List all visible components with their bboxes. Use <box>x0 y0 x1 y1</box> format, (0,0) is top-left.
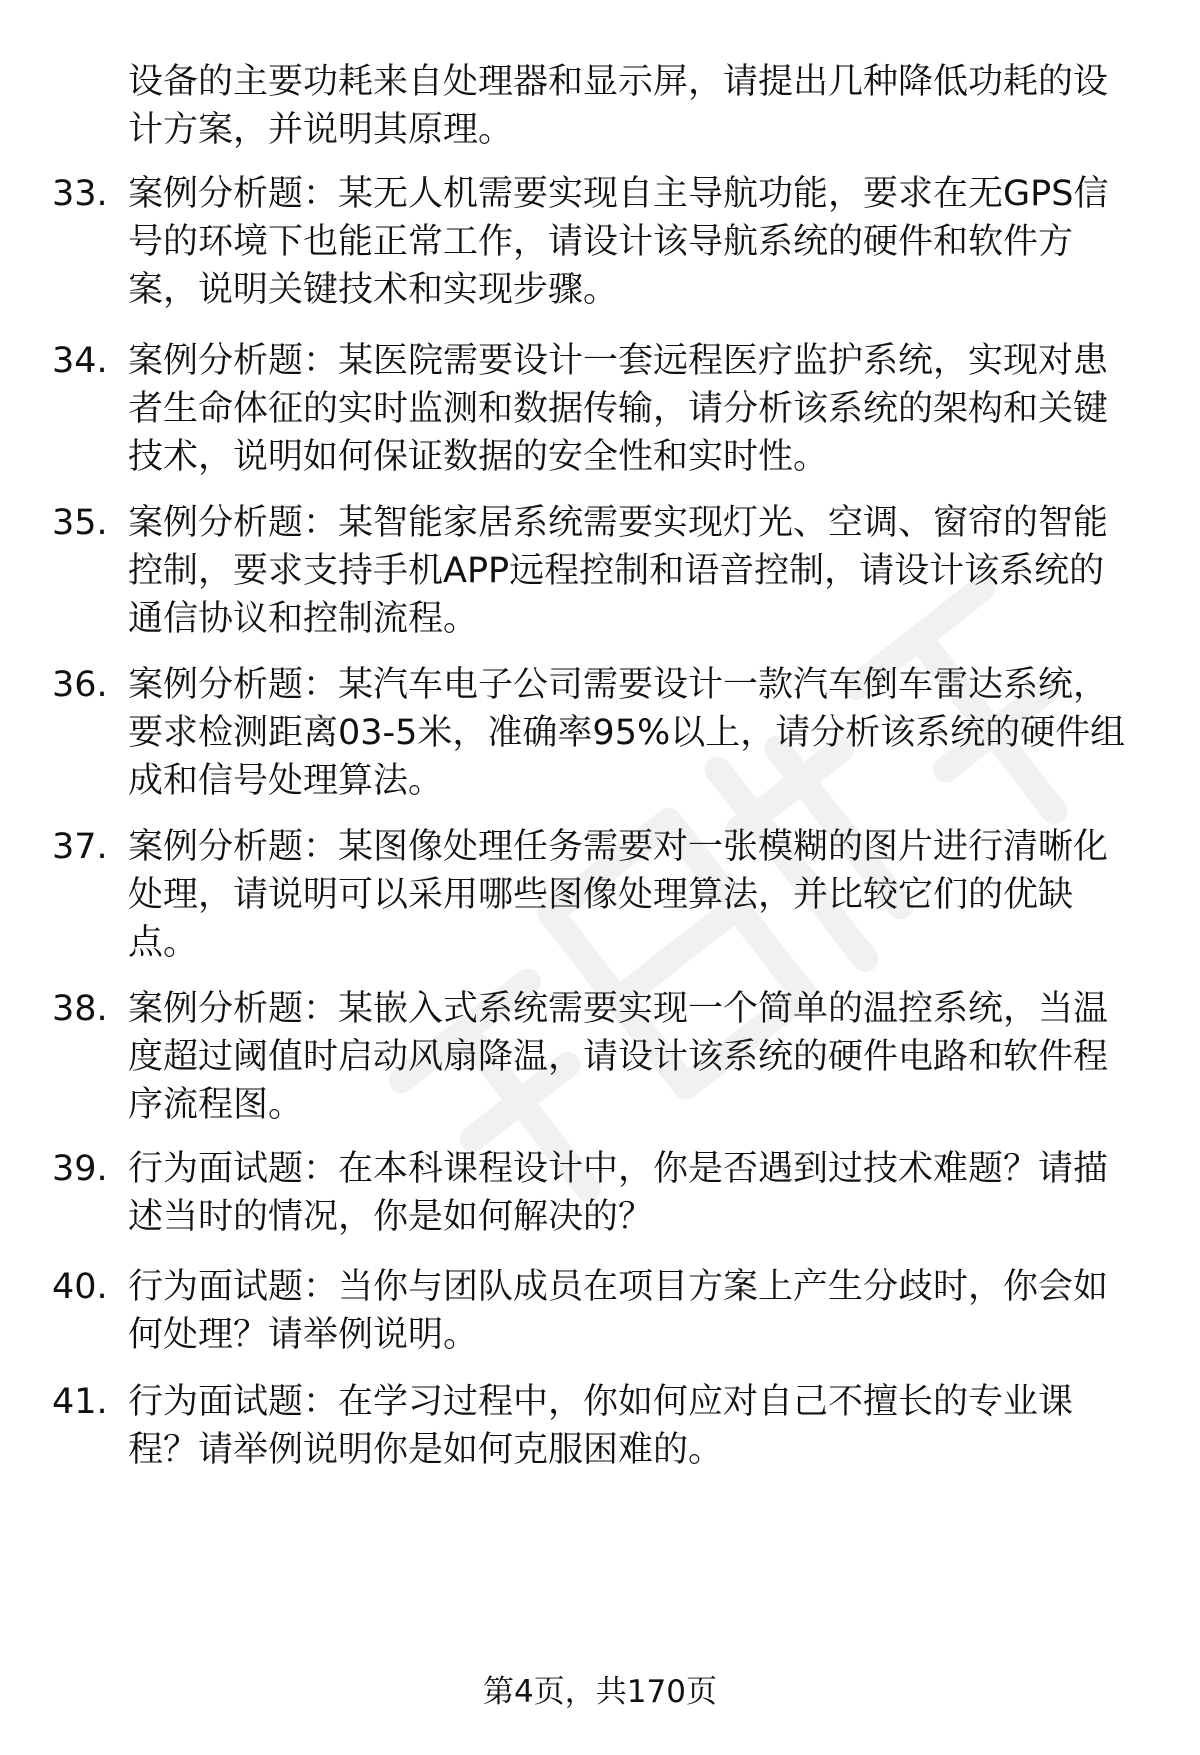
question-text: 案例分析题：某图像处理任务需要对一张模糊的图片进行清晰化处理，请说明可以采用哪些图像处理算法，并比较它们的优缺点。 <box>128 827 1109 963</box>
question-number: 41. <box>52 1382 108 1422</box>
question-text: 案例分析题：某医院需要设计一套远程医疗监护系统，实现对患者生命体征的实时监测和数据传输，请分析该系统的架构和关键技术，说明如何保证数据的安全性和实时性。 <box>128 341 1109 477</box>
question-text: 行为面试题：在学习过程中，你如何应对自己不擅长的专业课程？请举例说明你是如何克服困难的。 <box>128 1382 1074 1470</box>
question-text: 案例分析题：某智能家居系统需要实现灯光、空调、窗帘的智能控制，要求支持手机APP远程控制和语音控制，请设计该系统的通信协议和控制流程。 <box>128 503 1109 639</box>
question-text: 行为面试题：当你与团队成员在项目方案上产生分歧时，你会如何处理？请举例说明。 <box>128 1267 1109 1355</box>
question-text: 案例分析题：某汽车电子公司需要设计一款汽车倒车雷达系统，要求检测距离03-5米，准确率95%以上，请分析该系统的硬件组成和信号处理算法。 <box>128 665 1126 801</box>
question-number: 38. <box>52 989 108 1029</box>
question-text: 案例分析题：某无人机需要实现自主导航功能，要求在无GPS信号的环境下也能正常工作，请设计该导航系统的硬件和软件方案，说明关键技术和实现步骤。 <box>128 174 1109 310</box>
question-text: 案例分析题：某嵌入式系统需要实现一个简单的温控系统，当温度超过阈值时启动风扇降温，请设计该系统的硬件电路和软件程序流程图。 <box>128 989 1109 1125</box>
question-number: 36. <box>52 665 108 705</box>
question-text: 行为面试题：在本科课程设计中，你是否遇到过技术难题？请描述当时的情况，你是如何解决的？ <box>128 1149 1109 1237</box>
question-number: 35. <box>52 503 108 543</box>
question-number: 33. <box>52 174 108 214</box>
question-number: 39. <box>52 1149 108 1189</box>
question-number: 40. <box>52 1267 108 1307</box>
intro-paragraph: 设备的主要功耗来自处理器和显示屏，请提出几种降低功耗的设计方案，并说明其原理。 <box>128 62 1109 150</box>
page-footer: 第4页，共170页 <box>483 1674 717 1710</box>
question-number: 37. <box>52 827 108 867</box>
question-number: 34. <box>52 341 108 381</box>
